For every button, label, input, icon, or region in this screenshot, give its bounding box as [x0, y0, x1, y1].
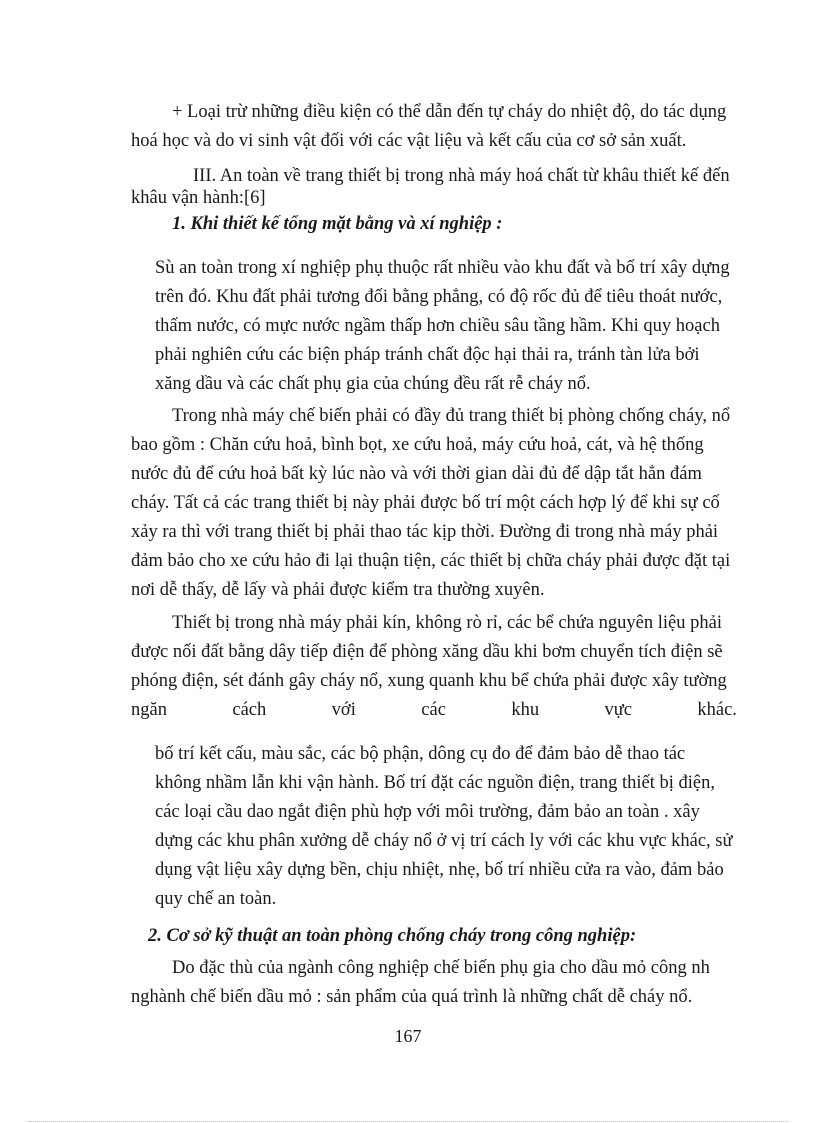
text-line: xảy ra thì với trang thiết bị phải thao tác kịp thời. Đường đi trong nhà máy phải: [131, 522, 719, 542]
text-line: Trong nhà máy chế biến phải có đầy đủ trang thiết bị phòng chống cháy, nổ: [172, 406, 731, 426]
text-line: nơi dễ thấy, dễ lấy và phải được kiểm tra thường xuyên.: [131, 580, 545, 600]
text-line: cháy. Tất cả các trang thiết bị này phải được bố trí một cách hợp lý để khi sự cố: [131, 493, 720, 513]
word: ngăn: [131, 700, 167, 720]
text-line: III. An toàn về trang thiết bị trong nhà máy hoá chất từ khâu thiết kế đến: [193, 166, 730, 186]
section-heading: 1. Khi thiết kế tổng mặt bằng và xí nghiệp :: [172, 214, 503, 234]
justified-line: [131, 698, 737, 722]
text-line: Sù an toàn trong xí nghiệp phụ thuộc rất nhiều vào khu đất và bố trí xây dựng: [155, 258, 730, 278]
word: khác.: [697, 700, 737, 720]
text-line: dựng các khu phân xưởng dễ cháy nổ ở vị trí cách ly với các khu vực khác, sử: [155, 831, 733, 851]
text-line: được nối đất bằng dây tiếp điện để phòng xăng dầu khi bơm chuyển tích điện sẽ: [131, 642, 723, 662]
text-line: dụng vật liệu xây dựng bền, chịu nhiệt, nhẹ, bố trí nhiều cửa ra vào, đảm bảo: [155, 860, 724, 880]
text-line: bao gồm : Chăn cứu hoả, bình bọt, xe cứu hoả, máy cứu hoả, cát, và hệ thống: [131, 435, 704, 455]
section-heading: 2. Cơ sở kỹ thuật an toàn phòng chống cháy trong công nghiệp:: [148, 926, 637, 946]
text-line: bố trí kết cấu, màu sắc, các bộ phận, dông cụ đo để đảm bảo dễ thao tác: [155, 744, 686, 764]
text-line: trên đó. Khu đất phải tương đối bằng phẳng, có độ rốc đủ để tiêu thoát nước,: [155, 287, 723, 307]
text-line: quy chế an toàn.: [155, 889, 277, 909]
text-line: không nhầm lẫn khi vận hành. Bố trí đặt các nguồn điện, trang thiết bị điện,: [155, 773, 716, 793]
word: với: [331, 700, 356, 720]
text-line: phải nghiên cứu các biện pháp tránh chất độc hại thải ra, tránh tàn lửa bởi: [155, 345, 700, 365]
footer-dotted-rule: [28, 1121, 788, 1122]
text-line: nước đủ để cứu hoả bất kỳ lúc nào và với thời gian dài đủ để dập tắt hẳn đám: [131, 464, 702, 484]
text-line: đảm bảo cho xe cứu hảo đi lại thuận tiện, các thiết bị chữa cháy phải được đặt tại: [131, 551, 731, 571]
text-line: xăng dầu và các chất phụ gia của chúng đều rất rễ cháy nổ.: [155, 374, 591, 394]
text-line: thấm nước, có mực nước ngầm thấp hơn chiều sâu tầng hầm. Khi quy hoạch: [155, 316, 720, 336]
word: các: [421, 700, 446, 720]
text-line: các loại cầu dao ngắt điện phù hợp với môi trường, đảm bảo an toàn . xây: [155, 802, 700, 822]
text-line: Thiết bị trong nhà máy phải kín, không rò rỉ, các bể chứa nguyên liệu phải: [172, 613, 722, 633]
page-number: 167: [394, 1026, 422, 1046]
word: khu: [511, 700, 540, 720]
text-line: phóng điện, sét đánh gây cháy nổ, xung quanh khu bể chứa phải được xây tường: [131, 671, 727, 691]
word: cách: [232, 700, 267, 720]
text-line: hoá học và do vi sinh vật đối với các vật liệu và kết cấu của cơ sở sản xuất.: [131, 131, 687, 151]
text-line: khâu vận hành:[6]: [131, 188, 266, 208]
text-line: + Loại trừ những điều kiện có thể dẫn đến tự cháy do nhiệt độ, do tác dụng: [172, 102, 727, 122]
text-line: nghành chế biến dầu mỏ : sản phẩm của quá trình là những chất dễ cháy nổ.: [131, 987, 693, 1007]
word: vực: [604, 700, 632, 720]
text-line: Do đặc thù của ngành công nghiệp chế biến phụ gia cho dầu mỏ công nh: [172, 958, 710, 978]
